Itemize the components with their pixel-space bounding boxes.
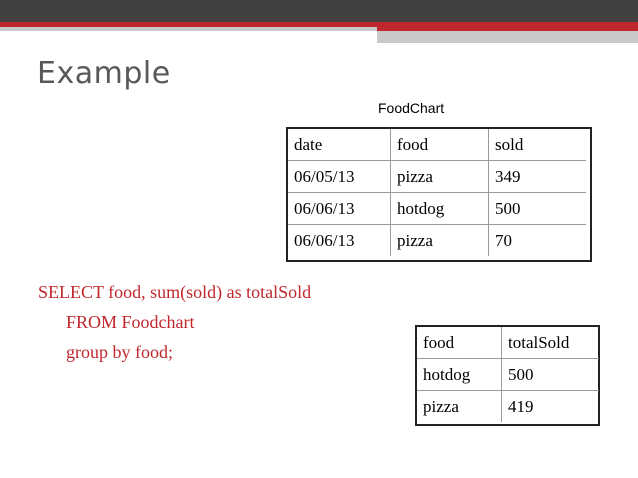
table-cell: 06/05/13 <box>288 161 391 193</box>
table-cell: 06/06/13 <box>288 193 391 225</box>
table-cell: food <box>417 327 502 359</box>
table-row <box>288 225 586 257</box>
table-row <box>417 391 599 423</box>
table-cell: hotdog <box>391 193 489 225</box>
table-cell: date <box>288 129 391 161</box>
table-row <box>288 161 586 193</box>
table-cell: pizza <box>417 391 502 423</box>
table-cell: food <box>391 129 489 161</box>
sql-query <box>38 277 311 367</box>
table-row <box>288 129 586 161</box>
sql-line: SELECT food, sum(sold) as totalSold <box>38 282 312 302</box>
table-row <box>417 327 599 359</box>
table-cell: hotdog <box>417 359 502 391</box>
table-cell: 70 <box>495 230 512 250</box>
food-chart-table <box>288 129 586 256</box>
table-cell: 349 <box>489 161 587 193</box>
table-row <box>417 359 599 391</box>
table-cell: 419 <box>508 396 534 416</box>
table-cell: 06/06/13 <box>288 225 391 257</box>
table-cell: sold <box>489 129 587 161</box>
table-cell: 500 <box>502 359 600 391</box>
top-red-stripe-left <box>0 22 377 27</box>
table-cell: 500 <box>489 193 587 225</box>
table-cell: pizza <box>391 161 489 193</box>
table-cell: pizza <box>391 225 489 257</box>
result-table <box>417 327 599 422</box>
top-gray-notch <box>377 31 638 43</box>
top-red-stripe-right <box>377 22 638 31</box>
table-caption: FoodChart <box>378 100 445 116</box>
top-gray-stripe <box>0 27 377 31</box>
slide-title: Example <box>37 56 171 91</box>
table-cell: totalSold <box>502 327 600 359</box>
sql-line: FROM Foodchart <box>66 312 195 332</box>
top-dark-bar <box>0 0 638 22</box>
table-row <box>288 193 586 225</box>
sql-line: group by food; <box>66 342 173 362</box>
